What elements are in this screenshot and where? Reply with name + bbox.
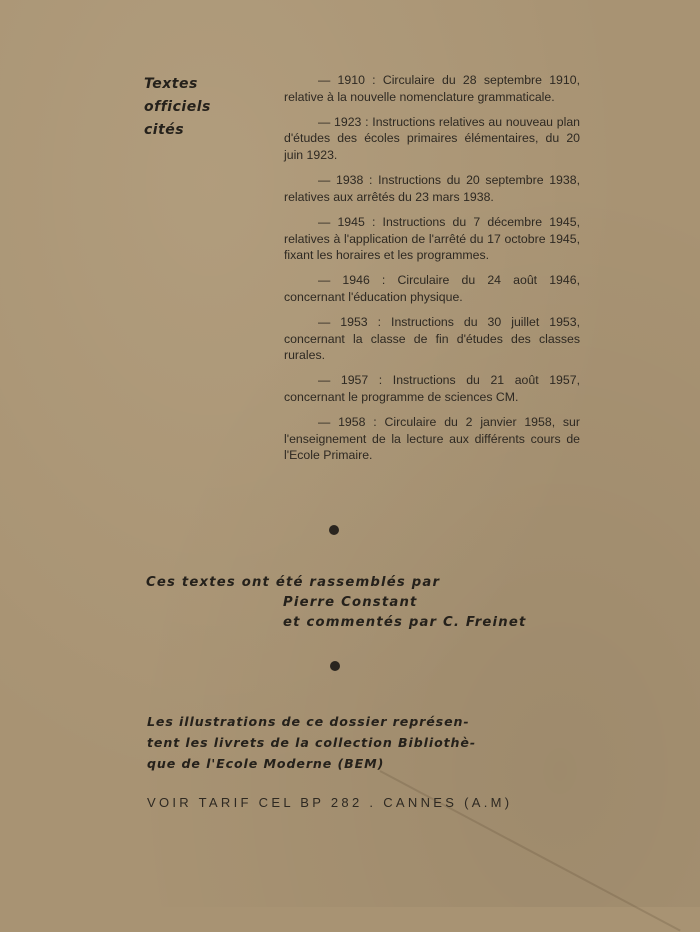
side-heading-line: cités [144,122,185,138]
side-heading [144,73,254,142]
bullet-separator [329,525,339,535]
credits-line: Ces textes ont été rassemblés par [146,575,441,590]
entry-1957: — 1957 : Instructions du 21 août 1957, concernant le programme de sciences CM. [284,373,580,405]
illustrations-note [147,711,587,774]
entry-1958: — 1958 : Circulaire du 2 janvier 1958, sur l'enseignement de la lecture aux différents cours de l'Ecole Primaire. [284,415,580,463]
side-heading-line: officiels [144,99,211,115]
entry-1953: — 1953 : Instructions du 30 juillet 1953, concernant la classe de fin d'études des classes rurales. [284,315,580,363]
entry-1910: — 1910 : Circulaire du 28 septembre 1910, relative à la nouvelle nomenclature grammaticale. [284,73,580,104]
credits-block [146,573,606,633]
bullet-separator [330,661,340,671]
entry-1923: — 1923 : Instructions relatives au nouveau plan d'études des écoles primaires élémentaires, du 20 juin 1923. [284,114,580,162]
footer-tariff-line: VOIR TARIF CEL BP 282 . CANNES (A.M) [147,795,513,810]
illustrations-line: Les illustrations de ce dossier représen- [147,714,470,729]
entry-1945: — 1945 : Instructions du 7 décembre 1945, relatives à l'application de l'arrêté du 17 octobre 1945, fixant les horaires et les programmes. [284,214,580,263]
official-texts-list [284,72,580,473]
credits-line: Pierre Constant [283,595,418,610]
credits-line: et commentés par C. Freinet [283,615,527,630]
illustrations-line: que de l'Ecole Moderne (BEM) [147,756,385,771]
side-heading-line: Textes [144,76,198,92]
entry-1946: — 1946 : Circulaire du 24 août 1946, concernant l'éducation physique. [284,273,580,304]
illustrations-line: tent les livrets de la collection Bibliothè- [147,735,476,750]
entry-1938: — 1938 : Instructions du 20 septembre 1938, relatives aux arrêtés du 23 mars 1938. [284,173,580,204]
